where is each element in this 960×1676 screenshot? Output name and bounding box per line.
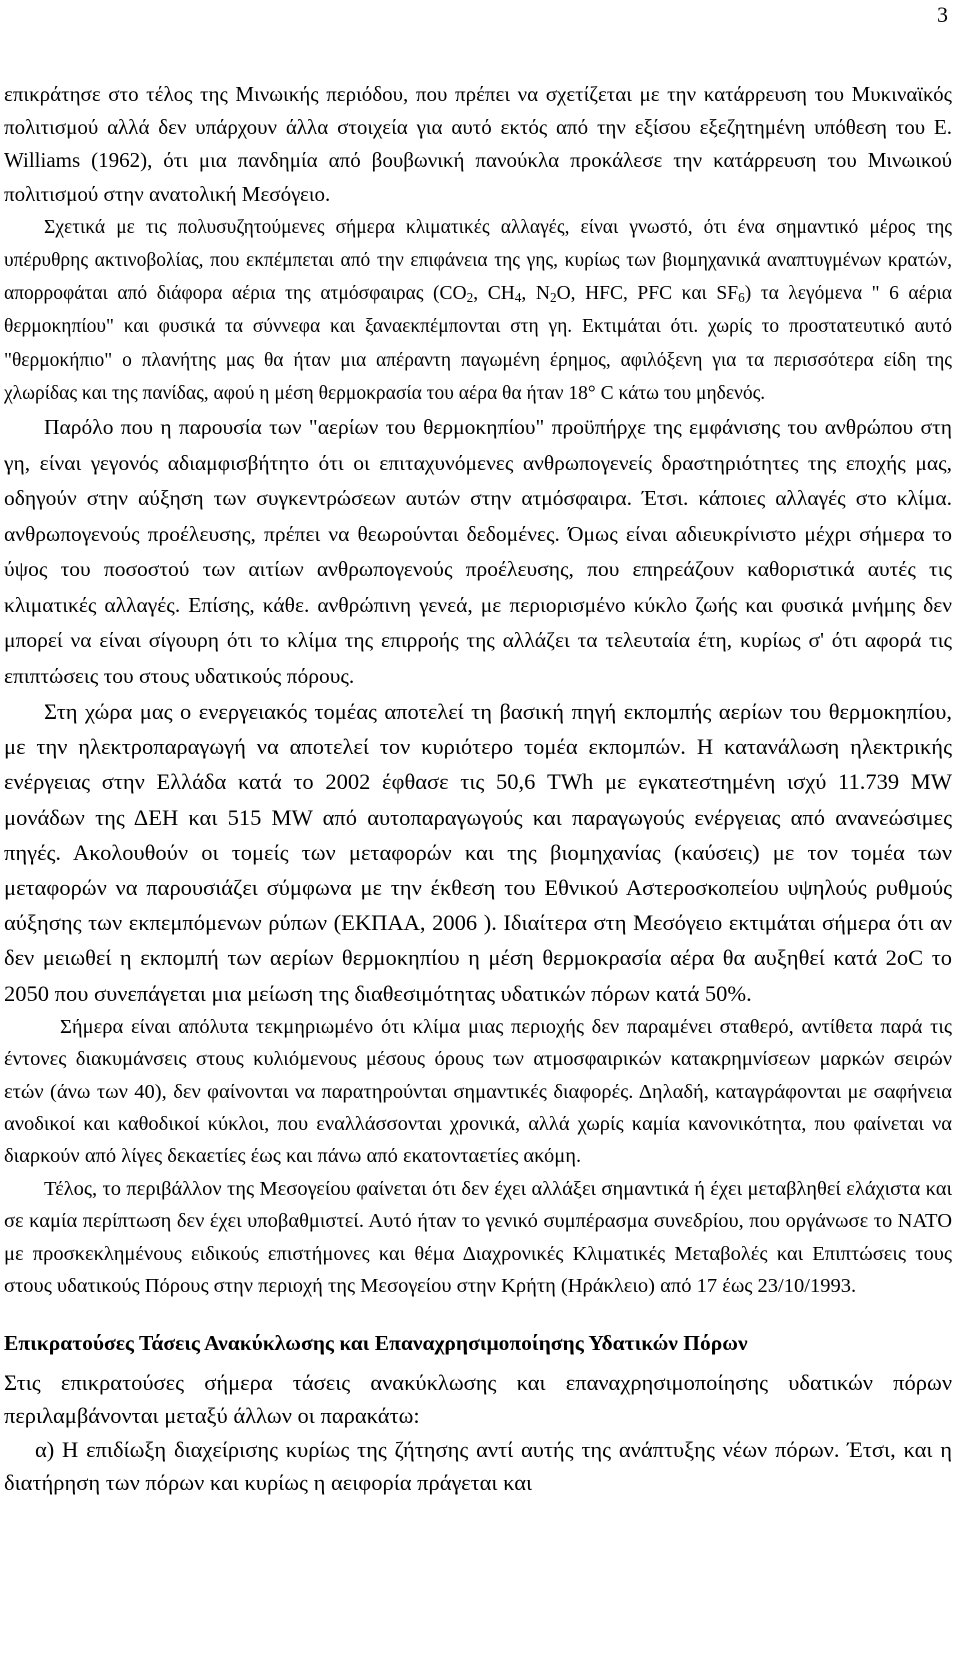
list-item-a: α) Η επιδίωξη διαχείρισης κυρίως της ζήτησης αντί αυτής της ανάπτυξης νέων πόρων. Έτσι, και η διατήρηση των πόρων και κυρίως η αειφορία πράγεται και — [4, 1436, 952, 1496]
paragraph-nato-conference: Τέλος, το περιβάλλον της Μεσογείου φαίνεται ότι δεν έχει αλλάξει σημαντικά ή έχει μεταβληθεί ελάχιστα και σε καμία περίπτωση δεν έχει υποβαθμιστεί. Αυτό ήταν το γενικό συμπέρασμα συνεδρίου, που οργάνωσε το ΝΑΤΟ με προσκεκλημένους ειδικούς επιστήμονες και θέμα Διαχρονικές Κλιματικές Μεταβολές και Επιπτώσεις τους στους υδατικούς Πόρους στην περιοχή της Μεσογείου στην Κρήτη (Ηράκλειο) από 17 έως 23/10/1993. — [4, 1177, 952, 1298]
paragraph-anthropogenic-causes: Παρόλο που η παρουσία των "αερίων του θερμοκηπίου" προϋπήρχε της εμφάνισης του ανθρώπου στη γη, είναι γεγονός αδιαμφισβήτητο ότι οι επιταχυνόμενες ανθρωπογενείς δραστηριότητες της εποχής μας, οδηγούν στην αύξηση των συγκεντρώσεων αυτών στην ατμόσφαιρα. Έτσι. κάποιες αλλαγές στο κλίμα. ανθρωπογενούς προέλευσης, πρέπει να θεωρούνται δεδομένες. Όμως είναι αδιευκρίνιστο μέχρι σήμερα το ύψος του ποσοστού των αιτίων ανθρωπογενούς προέλευσης, που επηρεάζουν καθοριστικά αυτές τις κλιματικές αλλαγές. Επίσης, κάθε. ανθρώπινη γενεά, με περιορισμένο κύκλο ζωής και φυσικά μνήμης δεν μπορεί να είναι σίγουρη ότι το κλίμα της επιρροής της αλλάζει τα τελευταία έτη, κυρίως σ' ότι αφορά τις επιπτώσεις του στους υδατικούς πόρους. — [4, 415, 952, 688]
subscript: 2 — [549, 290, 557, 306]
paragraph-text: O, HFC, PFC και SF — [556, 283, 739, 305]
paragraph-text: ) τα λεγόμενα " 6 αέρια θερμοκηπίου" και φυσικά τα σύννεφα και ξαναεκπέμπονται στη γη. Εκτιμάται ότι. χωρίς το προστατευτικό αυτό "θερμοκήπιο" ο πλανήτης μας θα ήταν μια απέραντη παγωμένη έρημος, αφιλόξενη για τα περισσότερα είδη της χλωρίδας και της πανίδας, αφού η μέση θερμοκρασία του αέρα θα ήταν 18° C κάτω του μηδενός. — [4, 283, 953, 404]
page-number: 3 — [937, 2, 948, 27]
paragraph-text: Σχετικά με τις πολυσυζητούμενες σήμερα κλιματικές αλλαγές, είναι γνωστό, ότι ένα σημαντικό μέρος της υπέρυθρης ακτινοβολίας, που εκπέμπεται από την επιφάνεια της γης, κυρίως των βιομηχανικά αναπτυγμένων κρατών, απορροφάται από διάφορα αέρια της ατμόσφαιρας (CO — [4, 216, 952, 305]
paragraph-recycling-trends: Στις επικρατούσες σήμερα τάσεις ανακύκλωσης και επαναχρησιμοποίησης υδατικών πόρων περιλαμβάνονται μεταξύ άλλων οι παρακάτω: — [4, 1369, 952, 1429]
paragraph-text: , N — [521, 283, 550, 305]
paragraph-energy-sector: Στη χώρα μας ο ενεργειακός τομέας αποτελεί τη βασική πηγή εκπομπής αερίων του θερμοκηπίου, με την ηλεκτροπαραγωγή να αποτελεί τον κυριότερο τομέα εκπομπών. Η κατανάλωση ηλεκτρικής ενέργειας στην Ελλάδα κατά το 2002 έφθασε τις 50,6 TWh με εγκατεστημένη ισχύ 11.739 MW μονάδων της ΔΕΗ και 515 MW από αυτοπαραγωγούς και παραγωγούς ενέργειας από ανανεώσιμες πηγές. Ακολουθούν οι τομείς των μεταφορών και της βιομηχανίας (καύσεις) με τον τομέα των μεταφορών να παρουσιάζει σύμφωνα με την έκθεση του Εθνικού Αστεροσκοπείου υψηλούς ρυθμούς αύξησης των εκπεμπόμενων ρύπων (ΕΚΠΑΑ, 2006 ). Ιδιαίτερα στη Μεσόγειο εκτιμάται σήμερα ότι αν δεν μειωθεί η εκπομπή των αερίων θερμοκηπίου η μέση θερμοκρασία αέρα θα αυξηθεί κατά 2οC το 2050 που συνεπάγεται μια μείωση της διαθεσιμότητας υδατικών πόρων κατά 50%. — [4, 699, 952, 1006]
subscript: 6 — [738, 290, 745, 306]
section-heading: Επικρατούσες Τάσεις Ανακύκλωσης και Επαναχρησιμοποίησης Υδατικών Πόρων — [4, 1330, 748, 1355]
paragraph-minoan-collapse: επικράτησε στο τέλος της Μινωικής περιόδου, που πρέπει να σχετίζεται με την κατάρρευση του Μυκιναϊκός πολιτισμού αλλά δεν υπάρχουν άλλα στοιχεία για αυτό εκτός από την εξίσου εξεζητημένη υπόθεση του E. Williams (1962), ότι μια πανδημία από βουβωνική πανούκλα προκάλεσε την κατάρρευση του Μινωικού πολιτισμού στην ανατολική Μεσόγειο. — [4, 82, 952, 206]
document-body — [4, 78, 952, 1500]
paragraph-climate-cycles: Σήμερα είναι απόλυτα τεκμηριωμένο ότι κλίμα μιας περιοχής δεν παραμένει σταθερό, αντίθετα παρά τις έντονες διακυμάνσεις στους κυλιόμενους μέσους όρους των ατμοσφαιρικών κατακρημνίσεων μαρκών σειρών ετών (άνω των 40), δεν φαίνονται να παρατηρούνται σημαντικές διαφορές. Δηλαδή, καταγράφονται με σαφήνεια ανοδικοί και καθοδικοί κύκλοι, που εναλλάσσονται χρονικά, αλλά χωρίς καμία κανονικότητα, που φαίνεται να διαρκούν από λίγες δεκαετίες έως και πάνω από εκατονταετίες ακόμη. — [4, 1015, 952, 1168]
subscript: 4 — [514, 290, 522, 306]
paragraph-text: , CH — [473, 283, 515, 305]
paragraph-greenhouse-effect — [4, 211, 952, 410]
subscript: 2 — [466, 290, 474, 306]
